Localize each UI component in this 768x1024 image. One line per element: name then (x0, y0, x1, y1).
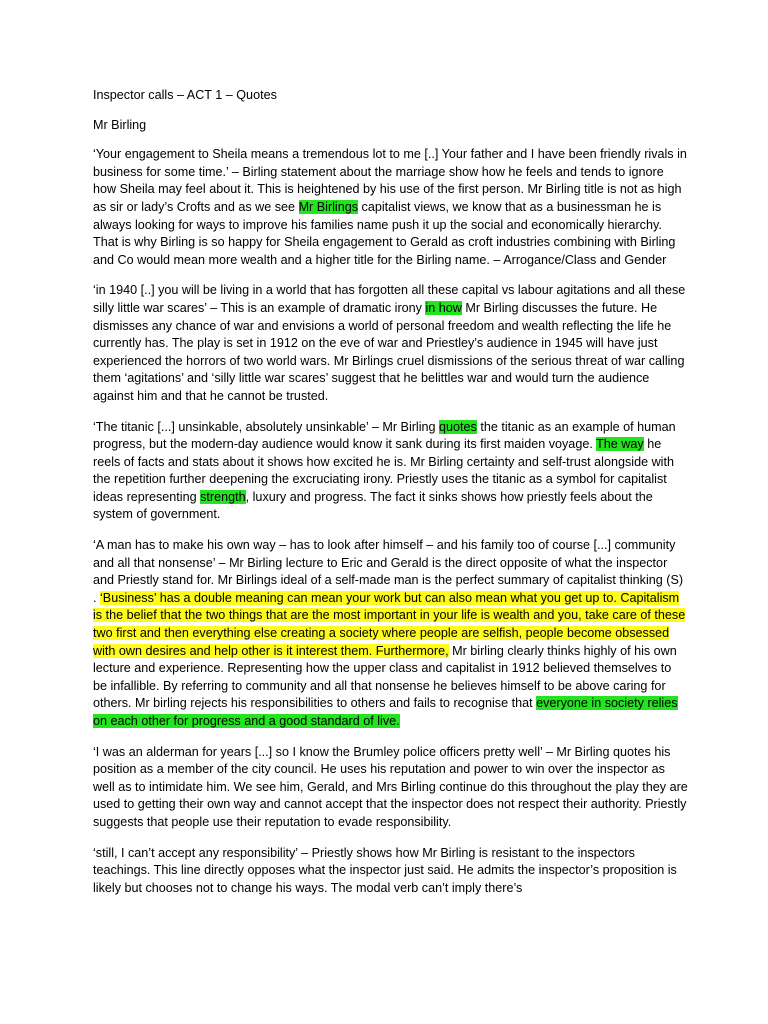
text-run: Mr birling clearly thinks highly of his own lecture and experience. Representing how the upper class and capitalist in 1912 believed themselves to be infallible. By referring to community and all that nonsense he believes himself to be above caring for others. Mr birling rejects his responsibilities to others and fails to recognise that (93, 643, 677, 711)
quote-paragraph (93, 845, 688, 898)
quote-paragraph (93, 419, 688, 525)
quote-paragraph (93, 537, 688, 731)
document-title: Inspector calls – ACT 1 – Quotes (93, 88, 277, 102)
quote-paragraph (93, 146, 688, 269)
text-run: , luxury and progress. The fact it sinks shows how priestly feels about the system of government. (93, 489, 653, 522)
highlighted-text: in how (425, 300, 462, 315)
text-run: he reels of facts and stats about it shows how excited he is. Mr Birling certainty and self-trust alongside with the repetition further deepening the excruciating irony. Priestly uses the titanic as a symbol for capitalist ideas representing (93, 437, 674, 504)
highlighted-text: The way (596, 437, 644, 452)
text-run: ‘I was an alderman for years [...] so I know the Brumley police officers pretty well’ – Mr Birling quotes his position as a member of the city council. He uses his reputation and power to win over the inspector as well as to intimidate him. We see him, Gerald, and Mrs Birling continue do this throughout the play they are used to getting their own way and cannot accept that the inspector does not respect their authority. Priestly suggests that people use their reputation to evade responsibility. (93, 744, 688, 829)
text-run: capitalist views, we know that as a businessman he is always looking for ways to improve his families name push it up the social and economically hierarchy. That is why Birling is so happy for Sheila engagement to Gerald as croft industries combining with Birling and Co would mean more wealth and a higher title for the Birling name. – Arrogance/Class and Gender (93, 199, 676, 267)
quote-paragraph (93, 744, 688, 832)
text-run: ‘Your engagement to Sheila means a tremendous lot to me [..] Your father and I have been friendly rivals in business for some time.’ – Birling statement about the marriage show how he feels and tends to ignore how Sheila may feel about it. This is heightened by his use of the first person. Mr Birling title is not as high as sir or lady’s Crofts and as we see (93, 147, 687, 214)
section-heading: Mr Birling (93, 117, 147, 132)
document-body (93, 146, 688, 897)
quote-paragraph (93, 282, 688, 405)
highlighted-text: ‘Business’ has a double meaning can mean your work but can also mean what you get up to. Capitalism is the belief that the two things that are the most important in your life is wealth and you, take care of these two first and then everything else creating a society where people are selfish, people become obsessed with own desires and help other is it interest them. Furthermore, (93, 590, 686, 658)
highlighted-text: strength (200, 489, 246, 504)
highlighted-text: Mr Birlings (298, 199, 359, 214)
highlighted-text: everyone in society relies on each other for progress and a good standard of live. (93, 696, 678, 728)
text-run: ‘in 1940 [..] you will be living in a world that has forgotten all these capital vs labour agitations and all these silly little war scares’ – This is an example of dramatic irony (93, 283, 686, 315)
text-run: Mr Birling discusses the future. He dismisses any chance of war and envisions a world of personal freedom and wealth reflecting the life he currently has. The play is set in 1912 on the eve of war and Priestley’s audience in 1945 will have just experienced the horrors of two world wars. Mr Birlings cruel dismissions of the serious threat of war calling them ‘agitations’ and ‘silly little war scares’ suggest that he belittles war and would turn the audience against him and that he cannot be trusted. (93, 300, 685, 403)
highlighted-text: quotes (439, 419, 477, 434)
text-run: ‘still, I can’t accept any responsibility’ – Priestly shows how Mr Birling is resistant to the inspectors teachings. This line directly opposes what the inspector just said. He admits the inspector’s proposition is likely but chooses not to change his ways. The modal verb can’t imply there’s (93, 845, 677, 895)
text-run: ‘A man has to make his own way – has to look after himself – and his family too of course [...] community and all that nonsense’ – Mr Birling lecture to Eric and Gerald is the direct opposite of what the inspector and Priestly stand for. Mr Birlings ideal of a self-made man is the perfect summary of capitalist thinking (S) . (93, 538, 684, 605)
text-run: ‘The titanic [...] unsinkable, absolutely unsinkable’ – Mr Birling (93, 419, 440, 434)
text-run: the titanic as an example of human progress, but the modern-day audience would know it sank during its first maiden voyage. (93, 419, 676, 452)
